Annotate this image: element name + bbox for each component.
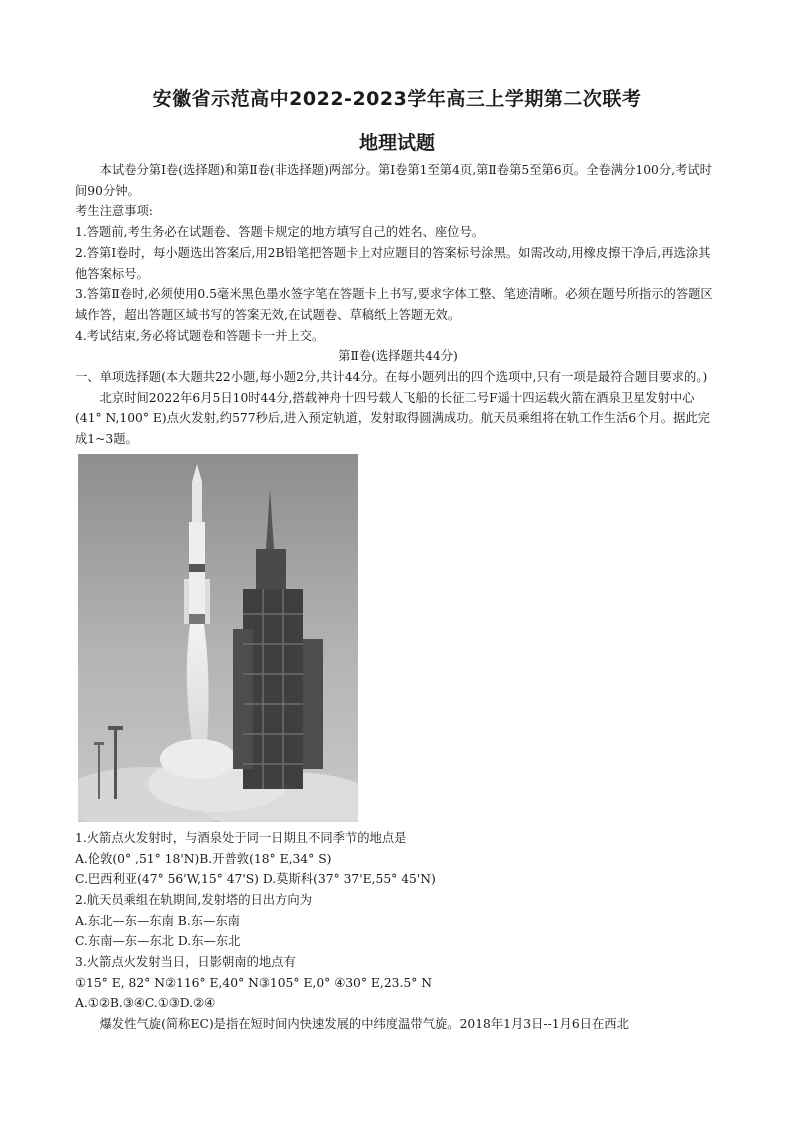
notice-item: 4.考试结束,务必将试题卷和答题卡一并上交。	[75, 328, 325, 343]
notice-item: 2.答第Ⅰ卷时，每小题选出答案后,用2B铅笔把答题卡上对应题目的答案标号涂黑。如需改动,用橡皮擦干净后,再选涂其他答案标号。	[75, 245, 711, 281]
question-option: C.巴西利亚(47° 56'W,15° 47'S) D.莫斯科(37° 37'E,55° 45'N)	[75, 872, 436, 887]
notice-title: 考生注意事项:	[75, 204, 153, 219]
exam-body	[75, 160, 721, 1035]
question-option: A.①②B.③④C.①③D.②④	[75, 996, 216, 1011]
page-subtitle: 地理试题	[358, 132, 435, 154]
rocket-launch-photo	[78, 454, 358, 822]
question-stem: 2.航天员乘组在轨期间,发射塔的日出方向为	[75, 892, 312, 907]
page-title: 安徽省示范高中2022-2023学年高三上学期第二次联考	[152, 88, 642, 110]
question-stem: 1.火箭点火发射时，与酒泉处于同一日期且不同季节的地点是	[75, 830, 407, 845]
notice-item: 1.答题前,考生务必在试题卷、答题卡规定的地方填写自己的姓名、座位号。	[75, 225, 485, 240]
section-heading: 第Ⅱ卷(选择题共44分)	[338, 349, 458, 364]
question-option: A.伦敦(0° ,51° 18'N)B.开普敦(18° E,34° S)	[75, 851, 332, 866]
notice-item: 3.答第Ⅱ卷时,必须使用0.5毫米黑色墨水签字笔在答题卡上书写,要求字体工整、笔迹清晰。必须在题号所指示的答题区域作答，超出答题区域书写的答案无效,在试题卷、草稿纸上答题无效。	[75, 287, 713, 322]
question-option: ①15° E, 82° N②116° E,40° N③105° E,0° ④30° E,23.5° N	[75, 975, 433, 990]
section-instruction: 一、单项选择题(本大题共22小题,每小题2分,共计44分。在每小题列出的四个选项中,只有一项是最符合题目要求的。)	[75, 370, 708, 385]
intro-paragraph: 本试卷分第Ⅰ卷(选择题)和第Ⅱ卷(非选择题)两部分。第Ⅰ卷第1至第4页,第Ⅱ卷第5至第6页。全卷满分100分,考试时间90分钟。	[75, 163, 712, 198]
question-option: C.东南—东—东北 D.东—东北	[75, 934, 241, 949]
question-option: A.东北—东—东南 B.东—东南	[75, 913, 240, 928]
question-stem: 3.火箭点火发射当日，日影朝南的地点有	[75, 955, 296, 970]
material-paragraph: 爆发性气旋(简称EC)是指在短时间内快速发展的中纬度温带气旋。2018年1月3日--1月6日在西北	[99, 1017, 629, 1032]
material-paragraph: 北京时间2022年6月5日10时44分,搭载神舟十四号载人飞船的长征二号F遥十四运载火箭在酒泉卫星发射中心(41° N,100° E)点火发射,约577秒后,进入预定轨道，发射取得圆满成功。航天员乘组将在轨工作生活6个月。据此完成1~3题。	[75, 390, 710, 447]
